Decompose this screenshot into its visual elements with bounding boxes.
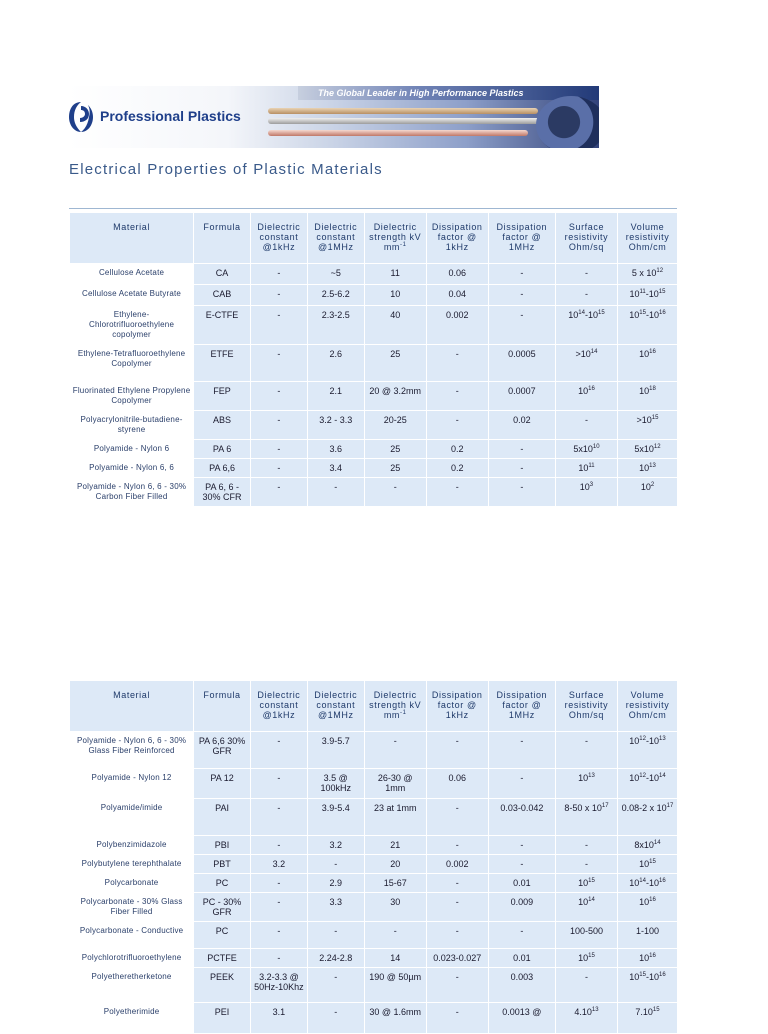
material-name: Polychlorotrifluoroethylene [70,949,193,967]
property-cell: 3.4 [308,459,364,477]
property-cell: - [556,285,617,305]
column-header: Dielectric strength kV $mm^{-1}$ [365,681,426,731]
property-cell: - [556,264,617,284]
property-cell: - [365,732,426,768]
property-cell: - [427,922,488,948]
column-header: Volume resistivity Ohm/cm [618,213,677,263]
property-cell: - [251,459,307,477]
property-cell: PA 6,6 [194,459,250,477]
property-cell: PAI [194,799,250,835]
property-cell: 3.2 [308,836,364,854]
column-header: Dielectric constant @1kHz [251,681,307,731]
table-row [70,769,677,798]
property-cell: 23 at 1mm [365,799,426,835]
table-row [70,459,677,477]
property-cell: 0.2 [427,459,488,477]
property-cell: - [308,968,364,1002]
column-header: Dielectric constant @1MHz [308,681,364,731]
header-banner [68,86,599,148]
property-cell: 2.6 [308,345,364,381]
property-cell: 3.2-3.3 @ 50Hz-10Khz [251,968,307,1002]
property-cell: - [251,345,307,381]
property-cell: 0.02 [489,411,555,439]
logo-icon [68,100,94,134]
table-row [70,732,677,768]
property-cell: 100-500 [556,922,617,948]
material-name: Polyetheretherketone [70,968,193,1002]
column-header: Dissipation factor @ 1kHz [427,681,488,731]
property-cell: 0.01 [489,949,555,967]
table-row [70,306,677,344]
property-cell: - [489,922,555,948]
property-cell: - [556,968,617,1002]
column-header: Dielectric constant @1kHz [251,213,307,263]
column-header: Formula [194,213,250,263]
property-cell: - [251,411,307,439]
property-cell: 0.009 [489,893,555,921]
property-cell: $5x10^{10}$ [556,440,617,458]
property-cell: CAB [194,285,250,305]
table-row [70,922,677,948]
property-cell: $10^{15}$ [556,949,617,967]
column-header: Dielectric constant @1MHz [308,213,364,263]
property-cell: - [556,732,617,768]
table-row [70,874,677,892]
material-name: Polyamide - Nylon 6, 6 - 30% Carbon Fiber Filled [70,478,193,506]
property-cell: - [427,1003,488,1033]
title-divider [69,208,677,209]
property-cell: 30 @ 1.6mm [365,1003,426,1033]
table-row [70,968,677,1002]
electrical-properties-table-1 [69,212,678,507]
property-cell: 0.08-2 x $10^{17}$ [618,799,677,835]
property-cell: 2.5-6.2 [308,285,364,305]
property-cell: CA [194,264,250,284]
property-cell: 3.9-5.7 [308,732,364,768]
table-row [70,411,677,439]
property-cell: $10^{16}$ [618,949,677,967]
property-cell: PBI [194,836,250,854]
material-name: Polyamide/imide [70,799,193,835]
property-cell: - [489,836,555,854]
rod-image [268,118,558,124]
property-cell: - [251,732,307,768]
property-cell: 25 [365,345,426,381]
property-cell: $10^{16}$ [618,345,677,381]
property-cell: - [365,922,426,948]
property-cell: - [427,836,488,854]
property-cell: 2.24-2.8 [308,949,364,967]
property-cell: 40 [365,306,426,344]
property-cell: 190 @ 50µm [365,968,426,1002]
property-cell: - [489,478,555,506]
property-cell: - [556,411,617,439]
property-cell: $10^{12}-10^{14}$ [618,769,677,798]
property-cell: - [427,968,488,1002]
property-cell: 25 [365,459,426,477]
property-cell: PA 12 [194,769,250,798]
property-cell: 0.2 [427,440,488,458]
column-header: Dissipation factor @ 1MHz [489,681,555,731]
property-cell: - [251,306,307,344]
property-cell: - [308,478,364,506]
material-name: Fluorinated Ethylene Propylene Copolymer [70,382,193,410]
property-cell: 0.0007 [489,382,555,410]
property-cell: 11 [365,264,426,284]
column-header: Material [70,681,193,731]
property-cell: - [427,893,488,921]
property-cell: $10^{15}-10^{16}$ [618,968,677,1002]
property-cell: $10^{13}$ [618,459,677,477]
column-header: Dissipation factor @ 1MHz [489,213,555,263]
property-cell: PA 6 [194,440,250,458]
property-cell: $10^{18}$ [618,382,677,410]
property-cell: PEEK [194,968,250,1002]
material-name: Polybutylene terephthalate [70,855,193,873]
property-cell: - [489,440,555,458]
property-cell: ABS [194,411,250,439]
column-header: Volume resistivity Ohm/cm [618,681,677,731]
material-name: Polycarbonate [70,874,193,892]
column-header: Dielectric strength kV $mm^{-1}$ [365,213,426,263]
electrical-properties-table-2 [69,680,678,1034]
property-cell: 2.9 [308,874,364,892]
property-cell: - [251,264,307,284]
property-cell: $10^{12}-10^{13}$ [618,732,677,768]
table-header-row [70,213,677,263]
property-cell: PA 6,6 30% GFR [194,732,250,768]
property-cell: - [308,1003,364,1033]
property-cell: $10^{11}-10^{15}$ [618,285,677,305]
property-cell: ETFE [194,345,250,381]
property-cell: - [489,769,555,798]
property-cell: $10^{14}-10^{15}$ [556,306,617,344]
table-row [70,345,677,381]
property-cell: 25 [365,440,426,458]
property-cell: 2.1 [308,382,364,410]
property-cell: 0.01 [489,874,555,892]
property-cell: 30 [365,893,426,921]
property-cell: - [251,893,307,921]
page-title: Electrical Properties of Plastic Materials [69,161,383,178]
column-header: Surface resistivity Ohm/sq [556,681,617,731]
brand-name: Professional Plastics [100,108,241,124]
table-row [70,382,677,410]
property-cell: 0.04 [427,285,488,305]
property-cell: $10^2$ [618,478,677,506]
property-cell: $>10^{15}$ [618,411,677,439]
property-cell: $5x10^{12}$ [618,440,677,458]
tagline: The Global Leader in High Performance Plastics [318,88,524,98]
property-cell: 2.3-2.5 [308,306,364,344]
column-header: Dissipation factor @ 1kHz [427,213,488,263]
property-cell: - [556,836,617,854]
property-cell: 0.06 [427,264,488,284]
property-cell: PA 6, 6 - 30% CFR [194,478,250,506]
property-cell: $10^{16}$ [618,893,677,921]
material-name: Polycarbonate - 30% Glass Fiber Filled [70,893,193,921]
property-cell: 0.06 [427,769,488,798]
material-name: Polycarbonate - Conductive [70,922,193,948]
property-cell: 3.5 @ 100kHz [308,769,364,798]
property-cell: - [308,855,364,873]
table-row [70,285,677,305]
property-cell: - [427,874,488,892]
property-cell: $10^{15}$ [556,874,617,892]
property-cell: ~5 [308,264,364,284]
property-cell: $10^{14}$ [556,893,617,921]
property-cell: 20-25 [365,411,426,439]
table-row [70,855,677,873]
property-cell: $10^{15}$ [618,855,677,873]
property-cell: - [556,855,617,873]
property-cell: 0.023-0.027 [427,949,488,967]
material-name: Polyacrylonitrile-butadiene-styrene [70,411,193,439]
table-row [70,799,677,835]
property-cell: - [427,478,488,506]
property-cell: $>10^{14}$ [556,345,617,381]
property-cell: - [251,440,307,458]
table-row [70,836,677,854]
table-row [70,1003,677,1033]
rod-image [268,130,528,136]
material-name: Polyetherimide [70,1003,193,1033]
property-cell: $8x10^{14}$ [618,836,677,854]
property-cell: PBT [194,855,250,873]
column-header: Surface resistivity Ohm/sq [556,213,617,263]
property-cell: - [427,732,488,768]
property-cell: 3.1 [251,1003,307,1033]
property-cell: 0.0013 @ [489,1003,555,1033]
property-cell: - [489,855,555,873]
rod-image [268,108,538,114]
property-cell: PCTFE [194,949,250,967]
material-name: Cellulose Acetate Butyrate [70,285,193,305]
property-cell: 0.03-0.042 [489,799,555,835]
property-cell: 5 x $10^{12}$ [618,264,677,284]
property-cell: - [251,799,307,835]
property-cell: - [489,285,555,305]
table-row [70,264,677,284]
property-cell: - [365,478,426,506]
property-cell: 0.003 [489,968,555,1002]
property-cell: - [251,949,307,967]
property-cell: $10^{15}-10^{16}$ [618,306,677,344]
property-cell: PC - 30% GFR [194,893,250,921]
property-cell: 0.002 [427,306,488,344]
property-cell: - [489,306,555,344]
property-cell: - [251,285,307,305]
material-name: Cellulose Acetate [70,264,193,284]
property-cell: - [251,922,307,948]
tube-image [536,96,599,148]
property-cell: - [427,411,488,439]
property-cell: 3.6 [308,440,364,458]
column-header: Formula [194,681,250,731]
material-name: Polyamide - Nylon 6 [70,440,193,458]
property-cell: - [427,799,488,835]
material-name: Ethylene-Tetrafluoroethylene Copolymer [70,345,193,381]
property-cell: 3.2 [251,855,307,873]
property-cell: $10^{13}$ [556,769,617,798]
property-cell: $10^{14}-10^{16}$ [618,874,677,892]
property-cell: 7.10$^{15}$ [618,1003,677,1033]
property-cell: - [251,836,307,854]
property-cell: PC [194,874,250,892]
property-cell: - [251,769,307,798]
property-cell: $10^{11}$ [556,459,617,477]
property-cell: 0.002 [427,855,488,873]
table-row [70,893,677,921]
property-cell: PEI [194,1003,250,1033]
table-row [70,478,677,506]
material-name: Polyamide - Nylon 6, 6 [70,459,193,477]
property-cell: E-CTFE [194,306,250,344]
material-name: Polyamide - Nylon 12 [70,769,193,798]
property-cell: 21 [365,836,426,854]
property-cell: $10^{16}$ [556,382,617,410]
material-name: Polyamide - Nylon 6, 6 - 30% Glass Fiber Reinforced [70,732,193,768]
property-cell: - [489,264,555,284]
property-cell: - [489,459,555,477]
property-cell: - [427,345,488,381]
material-name: Polybenzimidazole [70,836,193,854]
column-header: Material [70,213,193,263]
property-cell: 14 [365,949,426,967]
property-cell: 20 [365,855,426,873]
property-cell: - [489,732,555,768]
property-cell: - [251,478,307,506]
property-cell: 15-67 [365,874,426,892]
property-cell: FEP [194,382,250,410]
property-cell: 8-50 x $10^{17}$ [556,799,617,835]
property-cell: 4.10$^{13}$ [556,1003,617,1033]
property-cell: $10^3$ [556,478,617,506]
property-cell: PC [194,922,250,948]
property-cell: 0.0005 [489,345,555,381]
property-cell: - [251,874,307,892]
property-cell: 3.3 [308,893,364,921]
material-name: Ethylene-Chlorotrifluoroethylene copolymer [70,306,193,344]
property-cell: 3.9-5.4 [308,799,364,835]
property-cell: 10 [365,285,426,305]
table-row [70,949,677,967]
property-cell: 26-30 @ 1mm [365,769,426,798]
property-cell: - [308,922,364,948]
property-cell: - [427,382,488,410]
table-row [70,440,677,458]
property-cell: 3.2 - 3.3 [308,411,364,439]
property-cell: 1-100 [618,922,677,948]
table-header-row [70,681,677,731]
property-cell: 20 @ 3.2mm [365,382,426,410]
property-cell: - [251,382,307,410]
